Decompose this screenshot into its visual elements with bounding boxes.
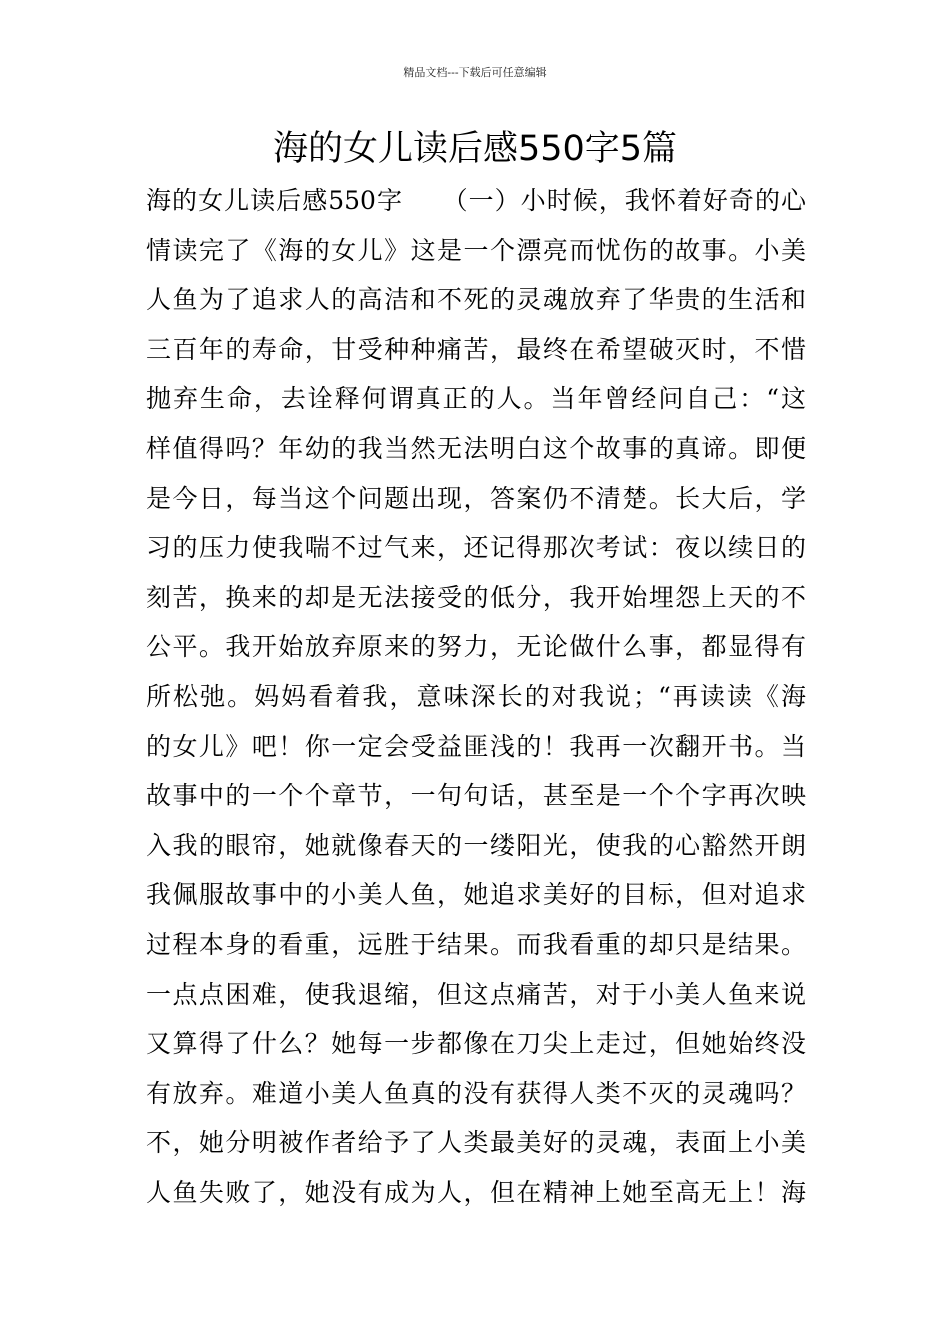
text-line: 样值得吗？年幼的我当然无法明白这个故事的真谛。即便 <box>146 433 806 463</box>
text-line: 一点点困难，使我退缩，但这点痛苦，对于小美人鱼来说 <box>146 979 806 1009</box>
text-line: 是今日，每当这个问题出现，答案仍不清楚。长大后，学 <box>146 483 806 513</box>
text-line: 人鱼为了追求人的高洁和不死的灵魂放弃了华贵的生活和 <box>146 285 806 315</box>
text-line: 我佩服故事中的小美人鱼，她追求美好的目标，但对追求 <box>146 880 806 910</box>
text-line: 所松弛。妈妈看着我，意味深长的对我说；“再读读《海 <box>146 681 806 711</box>
text-line: 情读完了《海的女儿》这是一个漂亮而忧伤的故事。小美 <box>146 235 806 265</box>
text-line: 习的压力使我喘不过气来，还记得那次考试：夜以续日的 <box>146 533 806 563</box>
text-line: 刻苦，换来的却是无法接受的低分，我开始埋怨上天的不 <box>146 582 806 612</box>
text-line: 海的女儿读后感550字 （一）小时候，我怀着好奇的心 <box>146 186 806 215</box>
text-line: 过程本身的看重，远胜于结果。而我看重的却只是结果。 <box>146 929 806 959</box>
text-line: 人鱼失败了，她没有成为人，但在精神上她至高无上！海 <box>146 1177 806 1207</box>
body-text <box>146 176 806 1217</box>
text-line: 故事中的一个个章节，一句句话，甚至是一个个字再次映 <box>146 781 806 811</box>
text-line: 又算得了什么？她每一步都像在刀尖上走过，但她始终没 <box>146 1029 806 1059</box>
text-line: 不，她分明被作者给予了人类最美好的灵魂，表面上小美 <box>146 1128 806 1158</box>
text-line: 有放弃。难道小美人鱼真的没有获得人类不灭的灵魂吗？ <box>146 1078 806 1108</box>
text-line: 抛弃生命，去诠释何谓真正的人。当年曾经问自己：“这 <box>146 384 806 414</box>
text-line: 入我的眼帘，她就像春天的一缕阳光，使我的心豁然开朗 <box>146 830 806 860</box>
text-line: 三百年的寿命，甘受种种痛苦，最终在希望破灭时，不惜 <box>146 334 806 364</box>
document-title: 海的女儿读后感550字5篇 <box>272 129 678 169</box>
text-line: 公平。我开始放弃原来的努力，无论做什么事，都显得有 <box>146 632 806 662</box>
header-note: 精品文档---下载后可任意编辑 <box>403 66 547 79</box>
text-line: 的女儿》吧！你一定会受益匪浅的！我再一次翻开书。当 <box>146 731 806 761</box>
